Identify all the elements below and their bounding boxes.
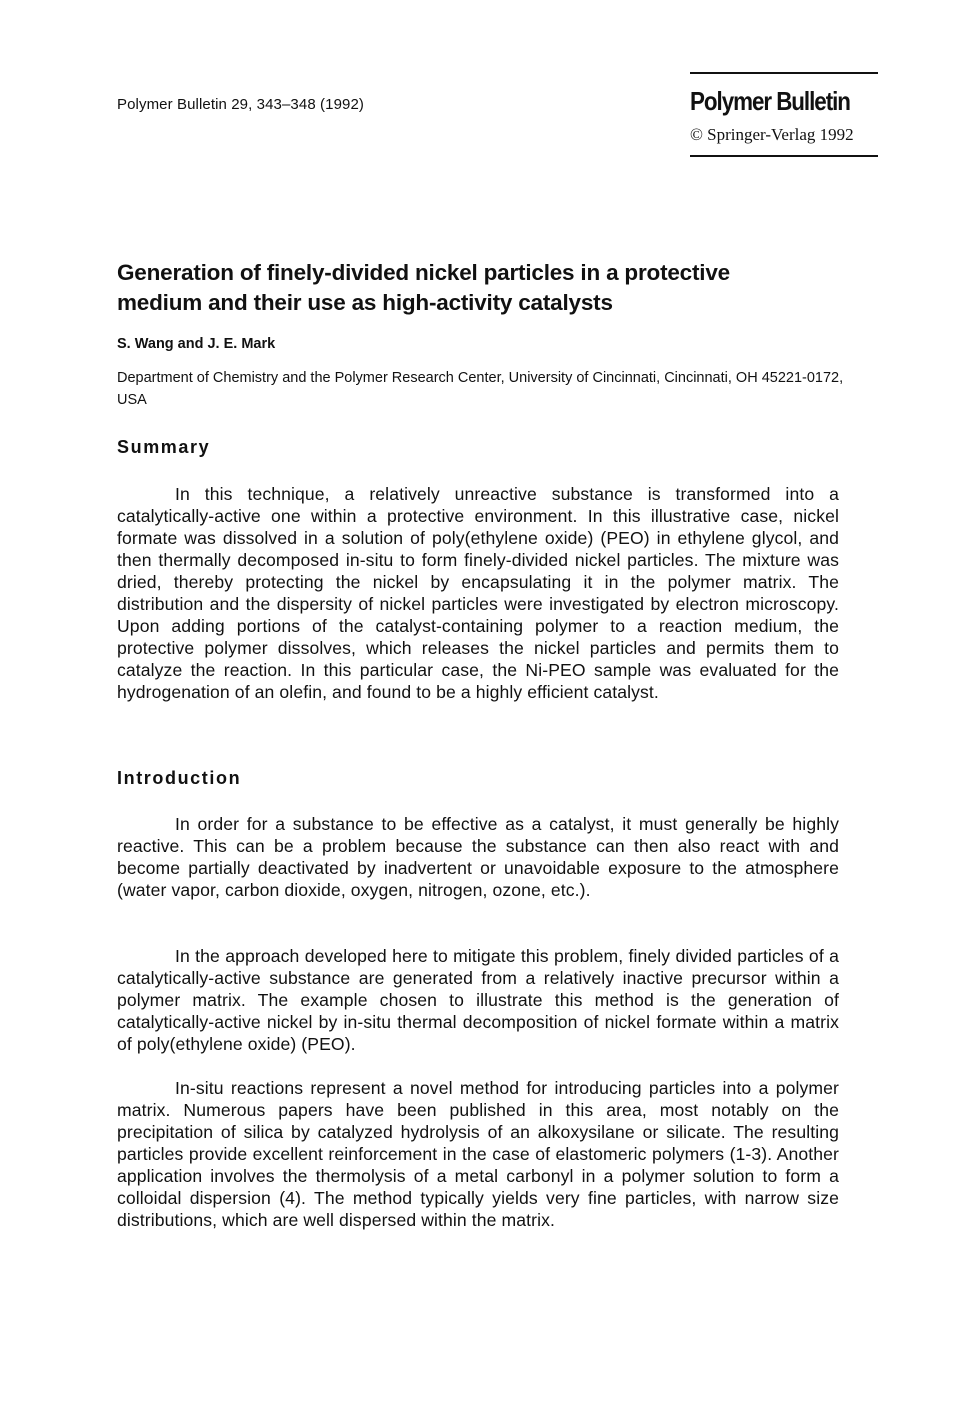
introduction-paragraph-3: In-situ reactions represent a novel method for introducing particles into a polymer matrix. Numerous papers have been published in this area, most notably on the precipitation of silica by catalyzed hydrolysis of an alkoxysilane or silicate. The resulting particles provide excellent reinforcement in the case of elastomeric polymers (1-3). Another application involves the thermolysis of a metal carbonyl in a polymer solution to form a colloidal dispersion (4). The method typically yields very fine particles, with narrow size distributions, which are well dispersed within the matrix. <box>117 1078 839 1230</box>
journal-masthead <box>690 72 878 157</box>
introduction-paragraph-2: In the approach developed here to mitigate this problem, finely divided particles of a catalytically-active substance are generated from a relatively inactive precursor within a polymer matrix. The example chosen to illustrate this method is the generation of catalytically-active nickel by in-situ thermal decomposition of nickel formate within a matrix of poly(ethylene oxide) (PEO). <box>117 946 839 1054</box>
article-title: Generation of finely-divided nickel particles in a protective medium and their use as high-activity catalysts <box>117 260 730 315</box>
journal-name: Polymer Bulletin <box>690 86 850 116</box>
masthead-bottom-rule <box>690 155 878 157</box>
masthead-top-rule <box>690 72 878 74</box>
journal-citation: Polymer Bulletin 29, 343–348 (1992) <box>117 96 364 113</box>
introduction-heading: Introduction <box>117 768 242 788</box>
author-affiliation: Department of Chemistry and the Polymer Research Center, University of Cincinnati, Cincinnati, OH 45221-0172, USA <box>117 370 844 408</box>
introduction-paragraph-1: In order for a substance to be effective as a catalyst, it must generally be highly reactive. This can be a problem because the substance can then also react with and become partially deactivated by inadvertent or unavoidable exposure to the atmosphere (water vapor, carbon dioxide, oxygen, nitrogen, ozone, etc.). <box>117 814 839 900</box>
summary-heading: Summary <box>117 437 211 457</box>
publisher-copyright: © Springer-Verlag 1992 <box>690 125 854 144</box>
article-authors: S. Wang and J. E. Mark <box>117 336 276 352</box>
summary-paragraph: In this technique, a relatively unreactive substance is transformed into a catalytically-active one within a protective environment. In this illustrative case, nickel formate was dissolved in a solution of poly(ethylene oxide) (PEO) in ethylene glycol, and then thermally decomposed in-situ to form finely-divided nickel particles. The mixture was dried, thereby protecting the nickel by encapsulating it in the polymer matrix. The distribution and the dispersity of nickel particles were investigated by electron microscopy. Upon adding portions of the catalyst-containing polymer to a reaction medium, the protective polymer dissolves, which releases the nickel particles and permits them to catalyze the reaction. In this particular case, the Ni-PEO sample was evaluated for the hydrogenation of an olefin, and found to be a highly efficient catalyst. <box>117 484 839 702</box>
